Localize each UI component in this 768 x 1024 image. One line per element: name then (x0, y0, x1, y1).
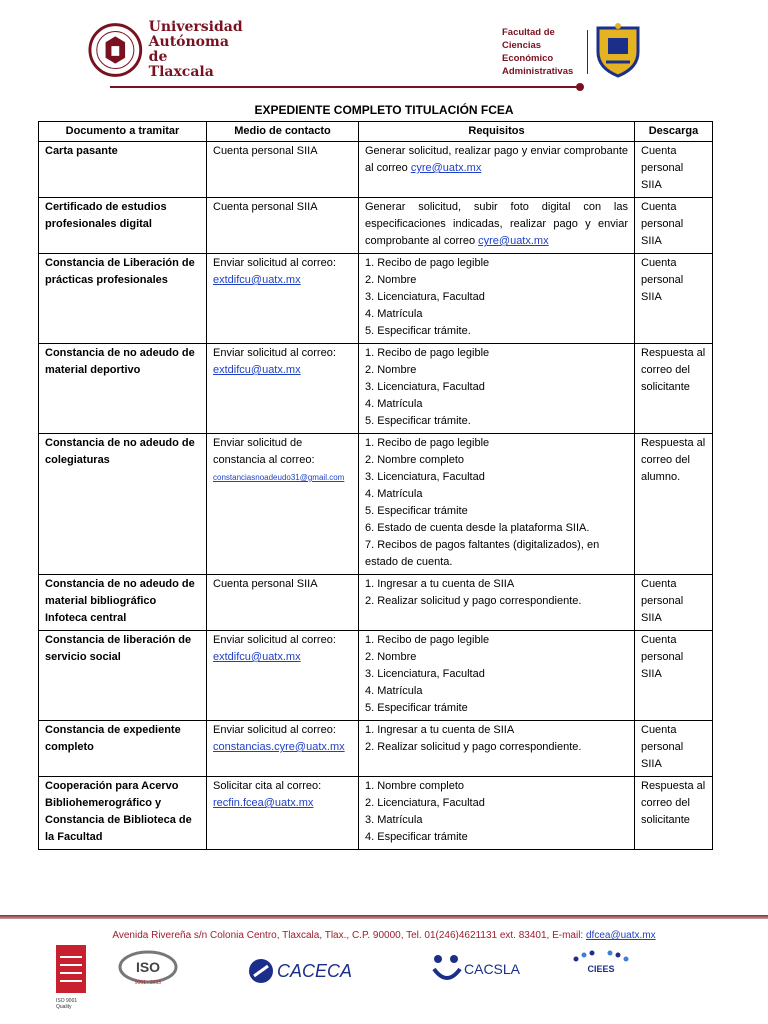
footer-bar (0, 915, 768, 919)
cell-requirements (359, 575, 635, 631)
cell-download: Respuesta al correo del alumno. (635, 434, 713, 575)
requirement-item: 1. Nombre completo (365, 780, 465, 792)
requirement-item: 1. Recibo de pago legible (365, 437, 490, 449)
requirement-item: 5. Especificar trámite (365, 505, 468, 517)
column-header-requirements: Requisitos (359, 122, 635, 142)
contact-email-link[interactable]: extdifcu@uatx.mx (213, 364, 301, 376)
requirement-item: 2. Nombre (365, 651, 417, 663)
requirement-item: 7. Recibos de pagos faltantes (digitalizados), en estado de cuenta. (365, 539, 600, 568)
footer-address-text: Avenida Rivereña s/n Colonia Centro, Tlaxcala, Tlax., C.P. 90000, Tel. 01(246)4621131 ext. 83401, E-mail: (112, 930, 584, 941)
iso-emblem-icon (118, 947, 178, 987)
cell-requirements (359, 434, 635, 575)
cell-document: Constancia de no adeudo de colegiaturas (39, 434, 207, 575)
contact-text: Enviar solicitud al correo: (213, 257, 336, 269)
cell-contact (207, 344, 359, 434)
iso-year: 9001 : 2015 (134, 980, 162, 986)
requirement-item: 1. Recibo de pago legible (365, 257, 490, 269)
faculty-name-line: Facultad de (502, 27, 555, 38)
cacsla-label: CACSLA (464, 961, 521, 977)
requirement-item: 4. Especificar trámite (365, 831, 468, 843)
requirement-item: 3. Licenciatura, Facultad (365, 668, 485, 680)
requirement-item: 4. Matrícula (365, 488, 423, 500)
cell-contact (207, 434, 359, 575)
table-row (39, 142, 713, 198)
requirement-item: 5. Especificar trámite (365, 702, 468, 714)
table-body (39, 142, 713, 850)
contact-text: Cuenta personal SIIA (213, 145, 318, 157)
requirement-item: 2. Licenciatura, Facultad (365, 797, 485, 809)
requirements-text: Generar solicitud, subir foto digital con las especificaciones indicadas, realizar pago y enviar comprobante al correo (365, 201, 628, 247)
ciees-label: CIEES (587, 964, 615, 974)
cell-document: Constancia de no adeudo de material bibliográfico Infoteca central (39, 575, 207, 631)
cell-download: Respuesta al correo del solicitante (635, 344, 713, 434)
column-header-contact: Medio de contacto (207, 122, 359, 142)
requirement-item: 3. Licenciatura, Facultad (365, 471, 485, 483)
requirements-table (38, 121, 713, 850)
university-seal-icon (88, 22, 143, 78)
requirement-item: 2. Nombre completo (365, 454, 465, 466)
page-header (0, 0, 768, 100)
cell-requirements (359, 198, 635, 254)
requirement-item: 2. Nombre (365, 274, 417, 286)
column-header-document: Documento a tramitar (39, 122, 207, 142)
requirement-item: 5. Especificar trámite. (365, 325, 471, 337)
cell-requirements (359, 142, 635, 198)
faculty-name-line: Administrativas (502, 66, 574, 77)
cell-document: Constancia de expediente completo (39, 721, 207, 777)
header-rule-dot (576, 83, 584, 91)
requirements-list (365, 576, 628, 610)
faculty-name-line: Ciencias (502, 40, 542, 51)
cell-document: Certificado de estudios profesionales digital (39, 198, 207, 254)
cell-contact (207, 631, 359, 721)
cell-requirements (359, 631, 635, 721)
contact-text: Solicitar cita al correo: (213, 780, 322, 792)
caceca-logo (248, 953, 358, 989)
requirements-list (365, 778, 628, 846)
table-row (39, 254, 713, 344)
cell-download: Cuenta personal SIIA (635, 631, 713, 721)
contact-email-link[interactable]: constancias.cyre@uatx.mx (213, 741, 345, 753)
table-row (39, 777, 713, 850)
cell-document: Cooperación para Acervo Bibliohemerográfico y Constancia de Biblioteca de la Facultad (39, 777, 207, 850)
requirements-email-link[interactable]: cyre@uatx.mx (478, 235, 549, 247)
requirement-item: 1. Recibo de pago legible (365, 347, 490, 359)
faculty-divider (587, 30, 588, 74)
university-name-line: Universidad (148, 19, 243, 35)
contact-text: Cuenta personal SIIA (213, 201, 318, 213)
cell-download: Cuenta personal SIIA (635, 575, 713, 631)
contact-email-link[interactable]: recfin.fcea@uatx.mx (213, 797, 314, 809)
cell-contact (207, 575, 359, 631)
university-name-line: Autónoma de (148, 34, 229, 65)
requirements-list (365, 722, 628, 756)
contact-email-link[interactable]: extdifcu@uatx.mx (213, 651, 301, 663)
cell-download: Cuenta personal SIIA (635, 142, 713, 198)
requirement-item: 3. Licenciatura, Facultad (365, 291, 485, 303)
column-header-download: Descarga (635, 122, 713, 142)
requirement-item: 4. Matrícula (365, 398, 423, 410)
footer-email-link[interactable]: dfcea@uatx.mx (586, 930, 656, 941)
table-header-row (39, 122, 713, 142)
requirement-item: 4. Matrícula (365, 308, 423, 320)
cell-download: Respuesta al correo del solicitante (635, 777, 713, 850)
cell-requirements (359, 777, 635, 850)
footer-logos (0, 945, 768, 1024)
requirements-list (365, 435, 628, 571)
requirement-item: 5. Especificar trámite. (365, 415, 471, 427)
contact-email-link[interactable]: constanciasnoadeudo31@gmail.com (213, 473, 345, 482)
requirement-item: 1. Ingresar a tu cuenta de SIIA (365, 724, 515, 736)
cell-contact (207, 777, 359, 850)
iso-label: ISO (135, 959, 161, 975)
faculty-shield-icon (594, 22, 642, 78)
table-row (39, 721, 713, 777)
requirement-item: 3. Matrícula (365, 814, 423, 826)
university-name-line: Tlaxcala (148, 64, 214, 80)
ciees-logo (556, 949, 646, 989)
requirement-item: 1. Recibo de pago legible (365, 634, 490, 646)
requirements-list (365, 345, 628, 430)
cell-download: Cuenta personal SIIA (635, 198, 713, 254)
requirements-list (365, 255, 628, 340)
cell-requirements (359, 254, 635, 344)
certification-logo (56, 945, 86, 1011)
requirements-email-link[interactable]: cyre@uatx.mx (410, 162, 482, 174)
contact-text: Enviar solicitud al correo: (213, 724, 336, 736)
requirement-item: 6. Estado de cuenta desde la plataforma SIIA. (365, 522, 590, 534)
document-title: EXPEDIENTE COMPLETO TITULACIÓN FCEA (254, 103, 514, 117)
contact-text: Enviar solicitud de constancia al correo: (213, 437, 315, 466)
faculty-name-line: Económico (502, 53, 554, 64)
cell-contact (207, 721, 359, 777)
contact-text: Enviar solicitud al correo: (213, 347, 336, 359)
certified-system-icon (56, 945, 86, 993)
requirements-text: Generar solicitud, realizar pago y enviar comprobante al correo (365, 145, 628, 174)
cell-document: Carta pasante (39, 142, 207, 198)
requirement-item: 3. Licenciatura, Facultad (365, 381, 485, 393)
contact-text: Cuenta personal SIIA (213, 578, 318, 590)
caceca-emblem-icon (248, 958, 274, 984)
cell-document: Constancia de Liberación de prácticas profesionales (39, 254, 207, 344)
footer-address (0, 930, 768, 941)
caceca-label: CACECA (277, 960, 353, 981)
cell-download: Cuenta personal SIIA (635, 254, 713, 344)
cell-document: Constancia de no adeudo de material deportivo (39, 344, 207, 434)
iso-logo (118, 947, 178, 987)
requirement-item: 2. Nombre (365, 364, 417, 376)
contact-email-link[interactable]: extdifcu@uatx.mx (213, 274, 301, 286)
cell-requirements (359, 344, 635, 434)
requirement-item: 2. Realizar solicitud y pago correspondiente. (365, 741, 582, 753)
requirement-item: 2. Realizar solicitud y pago correspondiente. (365, 595, 582, 607)
requirements-list (365, 632, 628, 717)
cacsla-logo (432, 949, 522, 989)
cacsla-emblem-icon (432, 951, 462, 987)
faculty-name (502, 26, 573, 78)
cell-requirements (359, 721, 635, 777)
requirement-item: 1. Ingresar a tu cuenta de SIIA (365, 578, 515, 590)
cell-download: Cuenta personal SIIA (635, 721, 713, 777)
table-row (39, 434, 713, 575)
cell-contact (207, 142, 359, 198)
university-logo (88, 20, 250, 80)
university-name (149, 20, 250, 80)
table-row (39, 631, 713, 721)
table-row (39, 198, 713, 254)
table-row (39, 575, 713, 631)
contact-text: Enviar solicitud al correo: (213, 634, 336, 646)
cell-contact (207, 254, 359, 344)
table-row (39, 344, 713, 434)
iso-caption: ISO 9001 Quality (56, 998, 78, 1010)
cell-document: Constancia de liberación de servicio social (39, 631, 207, 721)
requirement-item: 4. Matrícula (365, 685, 423, 697)
cell-contact (207, 198, 359, 254)
header-rule (110, 86, 580, 88)
